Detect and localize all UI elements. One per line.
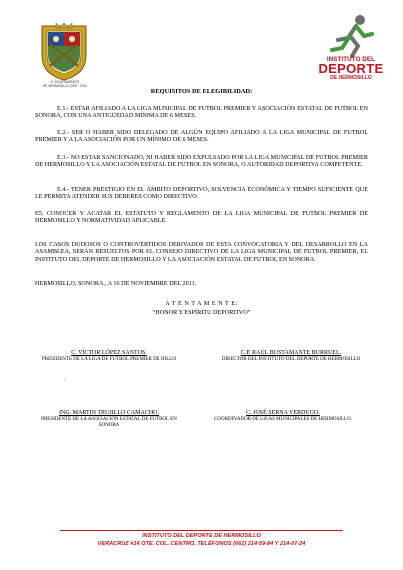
signature-block-1 bbox=[34, 350, 184, 363]
footer-institute-name: INSTITUTO DEL DEPORTE DE HERMOSILLO bbox=[142, 533, 261, 539]
place-date: HERMOSILLO, SONORA., A 16 DE NOVIEMBRE DEL 2011. bbox=[35, 280, 197, 287]
requirement-e4 bbox=[35, 186, 368, 201]
signature-role-1: PRESIDENTE DE LA LIGA DE FUTBOL PREMIER DE HILLO bbox=[42, 357, 176, 363]
institute-logo-wordmark bbox=[318, 56, 384, 81]
page-title: REQUISITOS DE ELEGIBILIDAD: bbox=[150, 88, 253, 95]
signature-name-3: ING. MARTIN TRUJILLO CAMACHO. bbox=[58, 410, 160, 416]
closing-paragraph: LOS CASOS DUDOSOS O CONTROVERTIDOS DERIVADOS DE ESTA CONVOCATORIA Y DEL DESARROLLO EN LA ASAMBLEA, SERÁN RESUELTOS POR EL CONSEJO DIRECTIVO DE LA LIGA MUNICIPAL DE FUTBOL PREMIER, EL INSTITUTO DEL DEPORTE DE HERMOSILLO Y LA ASOCIACIÓN ESTATAL DE FUTBOL EN SONORA. bbox=[35, 241, 368, 263]
signature-block-2 bbox=[216, 350, 366, 363]
signature-role-4: COORDINADOR DE LIGAS MUNICIPALES DE HERMOSILLO. bbox=[214, 417, 352, 423]
signature-role-3: PRESIDENTE DE LA ASOCIACIÓN ESTATAL DE FUTBOL EN SONORA bbox=[41, 417, 177, 429]
requirement-e1 bbox=[35, 105, 368, 120]
motto: “HONOR Y ESPÍRITU DEPORTIVO” bbox=[152, 309, 251, 316]
salutation: A T E N T A M E N T E: bbox=[165, 300, 238, 307]
footer-divider bbox=[60, 530, 343, 531]
requirement-e5-text: E5. CONOCER Y ACATAR EL ESTATUTO Y REGLAMENTO DE LA LIGA MUNICIPAL DE FUTBOL PREMIER DE HERMOSILLO Y NORMATIVIDAD APLICABLE. bbox=[35, 210, 368, 225]
signature-block-4 bbox=[208, 410, 358, 423]
signature-role-2: DIRECTOR DEL INSTITUTO DEL DEPORTE DE HERMOSILLO bbox=[221, 357, 361, 363]
footer-address: VERACRUZ #14 OTE. COL. CENTRO, TELÉFONOS (662) 214-59-84 Y 214-07-24 bbox=[97, 541, 306, 547]
logo-line1: INSTITUTO DEL bbox=[326, 56, 376, 63]
signature-name-4: C. JOSÉ SERNA VERDUGO. bbox=[246, 410, 320, 416]
logo-line2: DEPORTE bbox=[318, 61, 384, 76]
signature-name-2: C.P. RAÚL BUSTAMANTE BURRUEL. bbox=[240, 350, 342, 356]
requirement-e4-text: E.4.- TENER PRESTIGIO EN EL ÁMBITO DEPORTIVO, SOLVENCIA ECONÓMICA Y TIEMPO SUFICIENTE QUE LE PERMITA ATENDER SUS DEBERES COMO DIRECTIVO. bbox=[35, 186, 368, 201]
signature-name-1: C. VÍCTOR LÓPEZ SANTOS. bbox=[71, 350, 147, 356]
requirement-e3-text: E.3.- NO ESTAR SANCIONADO, NI HABER SIDO EXPULSADO POR LA LIGA MUNICIPAL DE FUTBOL PREMIER DE HERMOSILLO Y LA ASOCIACIÓN ESTATAL DE FUTBOL EN SONORA, O AUTORIDAD DEPORTIVA COMPETENTE. bbox=[35, 154, 368, 169]
crest-caption bbox=[30, 80, 100, 88]
stray-mark: . bbox=[64, 376, 66, 382]
crest-caption-line2: DE HERMOSILLO 2009 - 2012 bbox=[42, 84, 88, 88]
requirement-e2 bbox=[35, 129, 368, 144]
requirement-e5 bbox=[35, 210, 368, 225]
requirement-e1-text: E.1.- ESTAR AFILIADO A LA LIGA MUNICIPAL DE FUTBOL PREMIER Y ASOCIACIÓN ESTATAL DE FUTBOL EN SONORA, CON UNA ANTIGÜEDAD MÍNIMA DE 6 MESES. bbox=[35, 105, 368, 120]
requirement-e3 bbox=[35, 154, 368, 169]
signature-block-3 bbox=[34, 410, 184, 429]
logo-line3: DE HERMOSILLO bbox=[330, 75, 372, 81]
crest-caption-line1: H. AYUNTAMIENTO bbox=[50, 80, 80, 84]
municipal-crest-icon bbox=[38, 22, 90, 82]
requirement-e2-text: E.2.- SER O HABER SIDO DELEGADO DE ALGÚN EQUIPO AFILIADO A LA LIGA MUNICIPAL DE FUTBOL PREMIER Y A LA ASOCIACIÓN POR UN MÍNIMO DE 6 MESES. bbox=[35, 129, 368, 144]
